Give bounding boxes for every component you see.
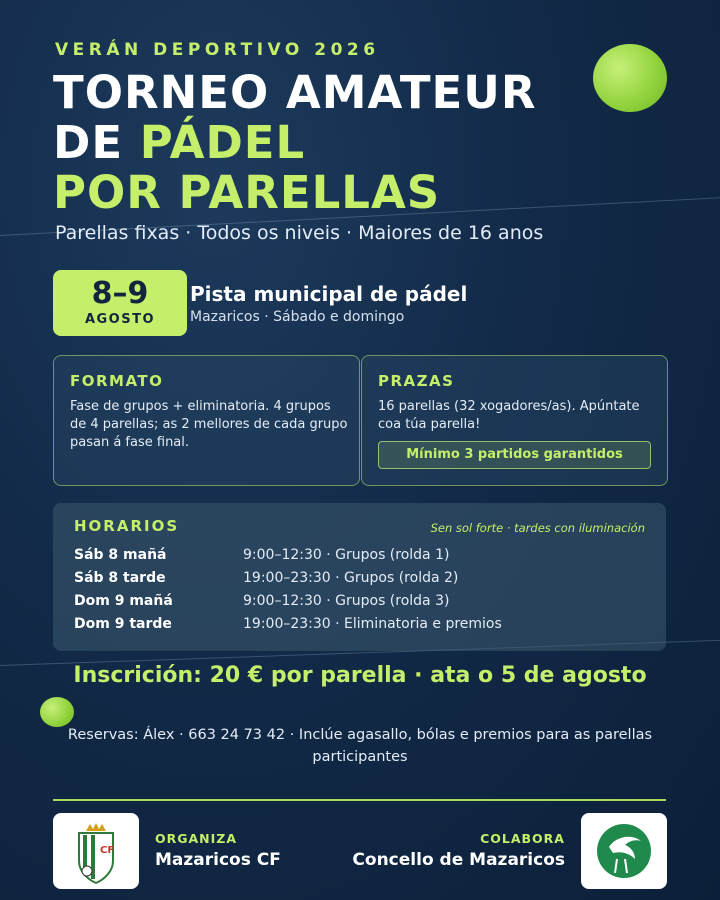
schedule-day: Dom 9 tarde [74, 616, 172, 632]
schedule-day: Sáb 8 mañá [74, 547, 167, 563]
event-kicker: VERÁN DEPORTIVO 2026 [55, 40, 380, 60]
prazas-card [361, 355, 668, 486]
formato-title: FORMATO [70, 372, 164, 390]
schedule-day: Sáb 8 tarde [74, 570, 166, 586]
schedule-panel [53, 503, 666, 651]
title-line-1: TORNEO AMATEUR [53, 66, 537, 119]
page-title [53, 68, 537, 218]
schedule-time: 19:00–23:30 · Eliminatoria e premios [243, 616, 502, 632]
organiza-label: ORGANIZA [155, 831, 238, 846]
council-logo [581, 813, 667, 889]
schedule-row [74, 570, 458, 586]
title-line-2 [53, 118, 537, 168]
organiza-name: Mazaricos CF [155, 850, 281, 870]
schedule-row [74, 547, 449, 563]
title-line-2-accent: PÁDEL [139, 116, 306, 169]
schedule-day: Dom 9 mañá [74, 593, 173, 609]
formato-text: Fase de grupos + eliminatoria. 4 grupos de 4 parellas; as 2 mellores de cada grupo pasan á fase final. [70, 399, 348, 450]
footer-divider [53, 799, 666, 801]
schedule-time: 9:00–12:30 · Grupos (rolda 1) [243, 547, 450, 563]
date-month: AGOSTO [84, 312, 156, 327]
schedule-note: Sen sol forte · tardes con iluminación [430, 521, 645, 535]
minimum-matches-badge: Mínimo 3 partidos garantidos [378, 441, 651, 469]
prazas-title: PRAZAS [378, 372, 455, 390]
venue-name: Pista municipal de pádel [190, 282, 468, 306]
club-crest-icon [53, 813, 139, 889]
title-line-2-prefix: DE [53, 116, 140, 169]
schedule-title: HORARIOS [74, 517, 180, 535]
date-days: 8–9 [91, 276, 149, 311]
club-crest-logo [53, 813, 139, 889]
colabora-label: COLABORA [480, 831, 565, 846]
registration-info: Reservas: Álex · 663 24 73 42 · Inclúe agasallo, bólas e premios para as parellas participantes [67, 727, 653, 765]
subtitle: Parellas fixas · Todos os niveis · Maiores de 16 anos [55, 222, 544, 244]
schedule-row [74, 593, 449, 609]
date-badge [53, 270, 187, 336]
prazas-text: 16 parellas (32 xogadores/as). Apúntate coa túa parella! [378, 399, 640, 432]
crest-text: CF [100, 845, 115, 856]
formato-card [53, 355, 360, 486]
colabora-name: Concello de Mazaricos [352, 850, 565, 870]
padel-ball-icon [40, 697, 74, 727]
schedule-time: 9:00–12:30 · Grupos (rolda 3) [243, 593, 450, 609]
schedule-time: 19:00–23:30 · Grupos (rolda 2) [243, 570, 459, 586]
schedule-row [74, 616, 502, 632]
venue-details: Mazaricos · Sábado e domingo [190, 309, 405, 325]
padel-ball-icon [593, 44, 667, 112]
title-line-3: POR PARELLAS [53, 166, 441, 219]
registration-price: Inscrición: 20 € por parella · ata o 5 de agosto [73, 663, 647, 688]
bird-icon [581, 813, 667, 889]
